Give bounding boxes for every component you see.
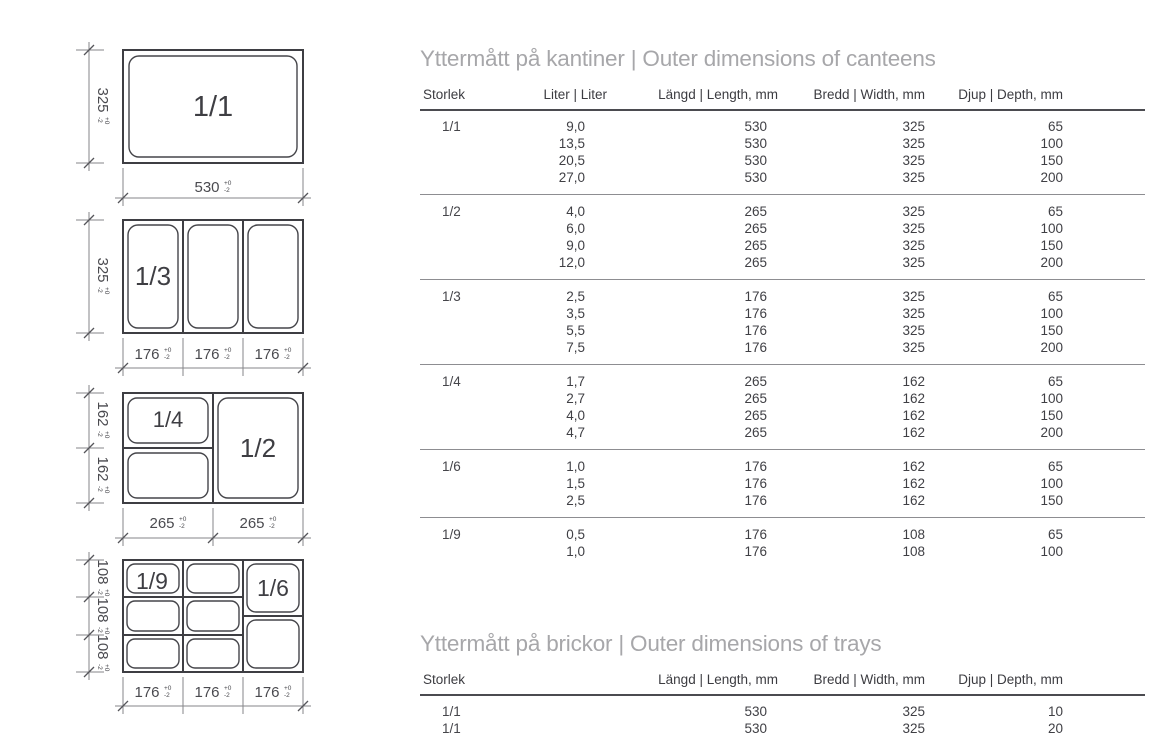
tolerance-plus: +0 [284,347,292,354]
trays-title: Yttermått på brickor | Outer dimensions of trays [420,631,882,656]
cell-width: 162 [902,493,925,508]
cell-liter: 1,5 [566,476,585,491]
dimension-value: 162 [94,401,111,427]
canteens-row [420,339,1145,365]
col-header-depth: Djup | Depth, mm [925,659,1063,695]
col-header-liter: Liter | Liter [540,74,607,110]
tolerance-minus: -2 [284,354,290,361]
cell-liter: 4,7 [566,425,585,440]
canteens-row [420,280,1145,306]
cell-length: 265 [607,195,778,221]
cell-spacer [1063,424,1145,450]
side-dimension [94,559,111,596]
cell-spacer [1063,365,1145,391]
pan-size-label: 1/3 [134,261,172,291]
cell-spacer [1063,135,1145,152]
cell-storlek: 1/3 [420,280,540,306]
cell-length: 265 [744,391,767,406]
cell-width: 325 [902,721,925,736]
dimension-value: 176 [194,684,220,701]
cell-spacer [1063,254,1145,280]
cell-spacer [1063,475,1145,492]
dimension-value: 265 [239,515,265,532]
tolerance-plus: +0 [103,486,110,494]
pan-rim [127,601,179,631]
cell-width: 325 [902,153,925,168]
cell-storlek [420,407,540,424]
cell-depth: 100 [1040,136,1063,151]
tolerance-minus: -2 [179,523,185,530]
cell-storlek: 1/9 [420,518,540,544]
cell-length: 530 [744,721,767,736]
cell-depth: 150 [1040,493,1063,508]
diagram-pan-1-9-1-6 [76,552,311,714]
cell-depth: 65 [925,365,1063,391]
cell-spacer [1063,450,1145,476]
canteens-row [420,169,1145,195]
canteens-row [420,424,1145,450]
canteens-row [420,195,1145,221]
col-header-spacer [1063,659,1145,695]
canteens-row [420,475,1145,492]
cell-storlek [420,339,540,365]
cell-length: 176 [744,323,767,338]
cell-liter: 1,0 [566,544,585,559]
cell-depth: 100 [1040,391,1063,406]
diagram-pan-1-4-1-2 [76,385,311,546]
trays-header-row [420,659,1145,695]
cell-storlek [420,543,540,568]
cell-storlek [420,237,540,254]
cell-spacer [1063,220,1145,237]
cell-width: 162 [778,365,925,391]
side-dimension [94,87,111,124]
cell-liter: 2,5 [566,493,585,508]
tolerance-minus: -2 [224,692,230,699]
cell-depth: 10 [1047,704,1063,719]
cell-storlek: 1/1 [442,721,461,736]
cell-spacer [1063,322,1145,339]
tolerance-plus: +0 [103,664,110,672]
cell-storlek [420,322,540,339]
cell-liter: 9,0 [566,238,585,253]
cell-width: 162 [902,391,925,406]
canteens-row [420,450,1145,476]
cell-length: 176 [607,518,778,544]
tolerance-plus: +0 [284,685,292,692]
cell-width: 325 [902,238,925,253]
cell-length: 530 [744,136,767,151]
cell-liter: 4,0 [540,195,607,221]
cell-length: 176 [607,280,778,306]
cell-storlek [420,390,540,407]
canteens-row [420,305,1145,322]
pan-size-label: 1/6 [257,575,289,601]
tolerance-minus: -2 [284,692,290,699]
cell-liter: 1,0 [540,450,607,476]
cell-empty [540,695,607,720]
diagram-pan-1-3 [76,212,311,376]
cell-liter: 12,0 [558,255,585,270]
tolerance-minus: -2 [96,664,103,670]
cell-storlek: 1/4 [420,365,540,391]
cell-liter: 0,5 [540,518,607,544]
pan-rim [247,620,299,668]
cell-spacer [1063,237,1145,254]
dimension-value: 325 [94,257,111,283]
canteens-row [420,390,1145,407]
col-header-storlek: Storlek [420,659,540,695]
canteens-row [420,407,1145,424]
canteens-row [420,237,1145,254]
cell-spacer [1063,492,1145,518]
cell-width: 108 [902,544,925,559]
cell-spacer [1063,305,1145,322]
dimension-value: 530 [194,179,220,196]
cell-width: 325 [902,306,925,321]
cell-length: 176 [744,544,767,559]
cell-depth: 65 [925,195,1063,221]
canteens-header-row [420,74,1145,110]
cell-width: 325 [778,280,925,306]
cell-liter: 9,0 [566,119,585,134]
cell-liter: 6,0 [566,221,585,236]
cell-depth: 150 [1040,238,1063,253]
tolerance-plus: +0 [224,347,232,354]
cell-depth: 100 [1040,476,1063,491]
col-header-storlek: Storlek [420,74,540,110]
cell-empty [540,720,607,745]
cell-storlek [420,424,540,450]
cell-spacer [1063,720,1145,745]
cell-depth: 100 [1040,544,1063,559]
cell-liter: 13,5 [558,136,585,151]
trays-table [420,659,1145,745]
col-header-empty [540,659,607,695]
cell-width: 325 [902,221,925,236]
pan-size-label: 1/2 [239,433,277,463]
tolerance-minus: -2 [224,354,230,361]
cell-liter: 2,7 [566,391,585,406]
canteens-title: Yttermått på kantiner | Outer dimensions of canteens [420,46,936,71]
tolerance-minus: -2 [96,589,103,595]
diagram-pan-1-1 [76,42,311,206]
canteens-row [420,220,1145,237]
pan-rim [187,564,239,593]
tolerance-minus: -2 [96,287,103,293]
side-dimension [94,257,111,294]
pan-rim [128,453,208,498]
pan-size-label: 1/1 [192,91,234,123]
cell-width: 162 [902,425,925,440]
canteens-row [420,518,1145,544]
col-header-width: Bredd | Width, mm [778,659,925,695]
col-header-length: Längd | Length, mm [607,74,778,110]
cell-length: 265 [744,408,767,423]
cell-storlek: 1/2 [420,195,540,221]
pan-rim [188,225,238,328]
cell-storlek [420,475,540,492]
pan-rim [187,601,239,631]
canteens-row [420,543,1145,568]
dimension-value: 176 [194,346,220,363]
tolerance-minus: -2 [96,627,103,633]
cell-liter: 4,0 [566,408,585,423]
canteens-table [420,74,1145,568]
canteens-row [420,322,1145,339]
dimension-value: 108 [94,559,111,585]
cell-depth: 65 [925,280,1063,306]
cell-spacer [1063,543,1145,568]
cell-storlek: 1/1 [442,704,461,719]
cell-length: 530 [744,153,767,168]
tolerance-plus: +0 [224,685,232,692]
cell-depth: 65 [1047,119,1063,134]
tolerance-plus: +0 [103,431,110,439]
col-header-spacer [1063,74,1145,110]
cell-storlek [420,305,540,322]
tolerance-minus: -2 [96,486,103,492]
cell-liter: 7,5 [566,340,585,355]
cell-storlek [420,220,540,237]
bottom-dimension [194,179,231,196]
cell-storlek [420,492,540,518]
cell-length: 265 [744,425,767,440]
canteens-row [420,254,1145,280]
canteens-row [420,135,1145,152]
pan-diagrams [0,0,410,754]
cell-spacer [1063,195,1145,221]
cell-length: 265 [744,238,767,253]
dimension-value: 108 [94,634,111,660]
cell-width: 162 [902,408,925,423]
cell-liter: 1,7 [540,365,607,391]
dimension-value: 265 [149,515,175,532]
cell-width: 325 [902,323,925,338]
cell-spacer [1063,152,1145,169]
cell-depth: 200 [1040,425,1063,440]
cell-storlek [420,254,540,280]
cell-spacer [1063,169,1145,195]
cell-depth: 100 [1040,221,1063,236]
cell-width: 325 [902,704,925,719]
cell-depth: 150 [1040,408,1063,423]
pan-size-label: 1/4 [152,407,184,432]
trays-row [420,720,1145,745]
cell-length: 265 [744,221,767,236]
cell-liter: 20,5 [558,153,585,168]
cell-liter: 2,5 [540,280,607,306]
cell-depth: 200 [1040,340,1063,355]
bottom-dimension [134,684,291,701]
tolerance-plus: +0 [103,627,110,635]
tolerance-minus: -2 [269,523,275,530]
cell-width: 325 [902,340,925,355]
cell-depth: 20 [1047,721,1063,736]
tolerance-plus: +0 [179,516,187,523]
cell-storlek [420,169,540,195]
col-header-length: Längd | Length, mm [607,659,778,695]
cell-depth: 150 [1040,153,1063,168]
cell-width: 325 [902,119,925,134]
cell-depth: 200 [1040,255,1063,270]
side-dimension [94,401,111,438]
side-dimension [94,634,111,671]
cell-width: 325 [778,195,925,221]
cell-depth: 65 [925,518,1063,544]
bottom-dimension [134,346,291,363]
tolerance-minus: -2 [96,431,103,437]
cell-spacer [1063,518,1145,544]
tolerance-plus: +0 [269,516,277,523]
cell-width: 162 [902,476,925,491]
cell-length: 265 [744,255,767,270]
pan-dividers [183,220,243,333]
cell-spacer [1063,695,1145,720]
tolerance-minus: -2 [164,354,170,361]
cell-length: 176 [607,450,778,476]
dimension-value: 108 [94,597,111,623]
canteens-row [420,110,1145,135]
dimension-value: 176 [254,346,280,363]
cell-depth: 65 [925,450,1063,476]
dimension-value: 176 [134,684,160,701]
cell-spacer [1063,280,1145,306]
tolerance-plus: +0 [103,117,110,125]
cell-length: 176 [744,493,767,508]
pan-rim [127,639,179,668]
dimension-value: 162 [94,456,111,482]
cell-storlek [420,152,540,169]
cell-storlek: 1/6 [420,450,540,476]
dimension-value: 325 [94,87,111,113]
dimension-value: 176 [254,684,280,701]
col-header-width: Bredd | Width, mm [778,74,925,110]
canteens-row [420,492,1145,518]
cell-length: 530 [744,119,767,134]
cell-width: 325 [902,170,925,185]
cell-width: 325 [902,255,925,270]
tolerance-minus: -2 [164,692,170,699]
cell-spacer [1063,339,1145,365]
cell-depth: 200 [1040,170,1063,185]
cell-storlek [420,135,540,152]
canteens-row [420,365,1145,391]
cell-depth: 100 [1040,306,1063,321]
pan-rim [187,639,239,668]
tolerance-plus: +0 [164,347,172,354]
cell-length: 530 [744,170,767,185]
cell-depth: 150 [1040,323,1063,338]
cell-spacer [1063,390,1145,407]
pan-size-label: 1/9 [136,568,168,594]
cell-liter: 3,5 [566,306,585,321]
tolerance-plus: +0 [103,287,110,295]
cell-length: 176 [744,476,767,491]
dimension-value: 176 [134,346,160,363]
side-dimension [94,456,111,493]
tables-column [420,0,1145,745]
tolerance-plus: +0 [103,589,110,597]
cell-storlek: 1/1 [442,119,461,134]
cell-liter: 27,0 [558,170,585,185]
trays-row [420,695,1145,720]
canteens-row [420,152,1145,169]
tolerance-plus: +0 [224,180,232,187]
pan-rim [248,225,298,328]
cell-length: 176 [744,340,767,355]
cell-width: 108 [778,518,925,544]
cell-length: 265 [607,365,778,391]
cell-width: 325 [902,136,925,151]
side-dimension [94,597,111,634]
tolerance-minus: -2 [224,187,230,194]
tolerance-minus: -2 [96,117,103,123]
cell-length: 176 [744,306,767,321]
extension-lines [76,50,303,206]
cell-spacer [1063,110,1145,135]
tolerance-plus: +0 [164,685,172,692]
cell-width: 162 [778,450,925,476]
cell-spacer [1063,407,1145,424]
col-header-depth: Djup | Depth, mm [925,74,1063,110]
cell-length: 530 [744,704,767,719]
cell-liter: 5,5 [566,323,585,338]
